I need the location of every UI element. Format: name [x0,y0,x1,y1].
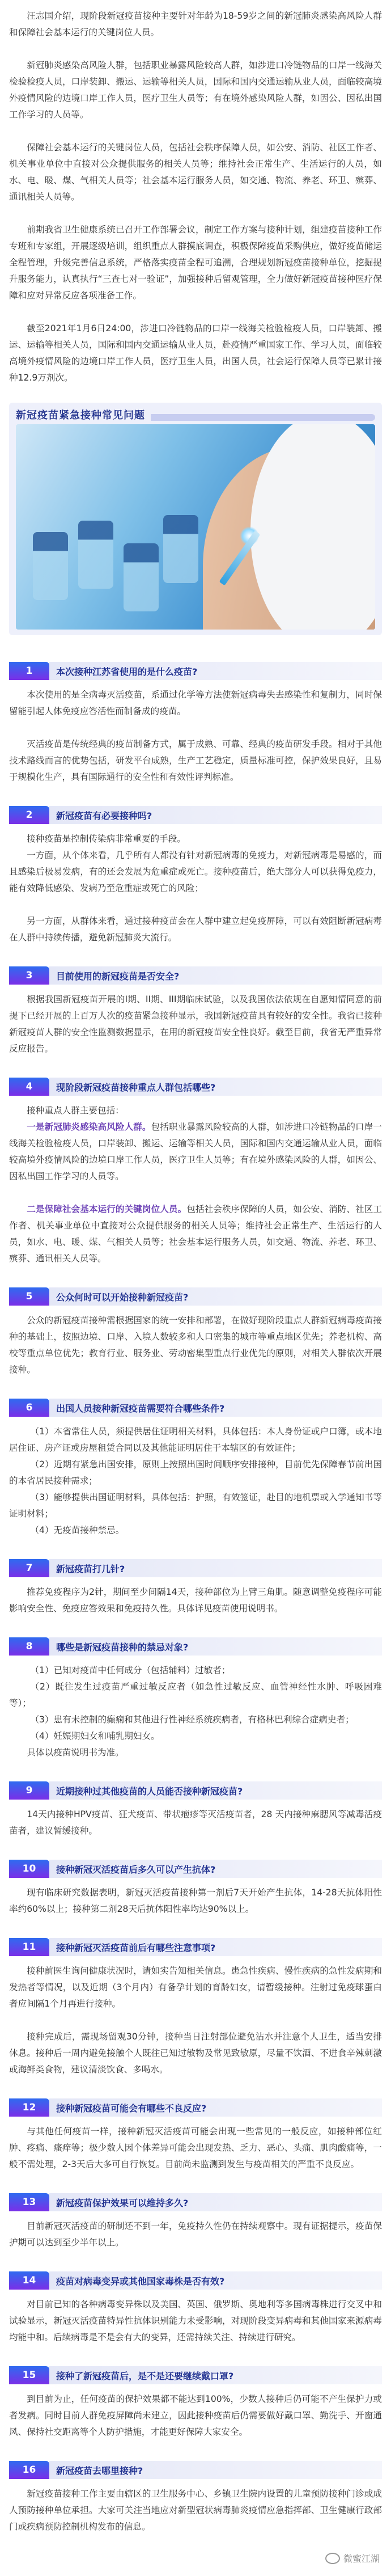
paragraph: 现有临床研究数据表明，新冠灭活疫苗接种第一剂后7天开始产生抗体，14-28天抗体阳性率约60%以上；接种第二剂28天后抗体阳性率均达90%以上。 [9,1887,382,1914]
faq-section [9,966,382,1057]
faq-section [9,1559,382,1617]
paragraph: 对目前已知的各种病毒变异株以及美国、英国、俄罗斯、奥地利等多国病毒株进行交叉中和试验显示，新冠灭活疫苗特异性抗体识别能力未受影响，对现阶段变异病毒和其他国家来源病毒均能中和。后续病毒是不是会有大的变异，还需持续关注、持续进行研究。 [9,2299,382,2342]
paragraph-block [9,1424,382,1539]
paragraph: 一方面，从个体来看，几乎所有人都没有针对新冠病毒的免疫力，对新冠病毒是易感的，而且感染后极易发病，有的还会发展为危重症或死亡。接种疫苗后，绝大部分人可以获得免疫力，能有效降低感染、发病乃至危重症或死亡的风险； [9,850,382,893]
section-header [9,1938,382,1956]
section-number-badge: 12 [9,2098,49,2117]
vial-image [33,532,68,600]
faq-section [9,662,382,786]
paragraph [9,1119,382,1185]
section-header [9,1637,382,1656]
section-header [9,2461,382,2479]
section-header [9,2366,382,2384]
list-item: （2）近期有紧急出国安排，原则上按照出国时间顺序安排接种，目前优先保障春节前出国的本省居民接种需求； [9,1459,382,1486]
section-number-badge: 4 [9,1078,49,1096]
paragraph: 接种前医生询问健康状况时，请如实告知相关信息。患急性疾病、慢性疾病的急性发病期和发热者等情况，以及近期（3个月内）有备孕计划的育龄妇女，请暂缓接种。注射过免疫球蛋白者应间隔1个月再进行接种。 [9,1966,382,2009]
wechat-logo-icon [325,2553,340,2564]
intro-paragraph: 前期我省卫生健康系统已召开工作部署会议，制定工作方案与接种计划，组建疫苗接种工作专班和专家组，开展逐级培训，组织重点人群摸底调查，积极保障疫苗采购供应，做好疫苗储运全程管理，升级完善信息系统，严格落实疫苗全程可追溯，合理规划新冠疫苗接种单位，挖掘提升服务能力，认真执行“三查七对一验证”，加强接种后留观管理，全力做好新冠疫苗接种医疗保障和应对异常反应各项准备工作。 [9,225,382,301]
section-title: 接种了新冠疫苗后，是不是还要继续戴口罩? [49,2366,382,2384]
banner-decoration-bar [151,414,375,421]
vial-image [124,543,159,611]
paragraph-block [9,736,382,786]
faq-section [9,2461,382,2535]
paragraph-block [9,831,382,897]
section-number-badge: 5 [9,1287,49,1306]
section-title: 新冠疫苗保护效果可以维持多久? [49,2193,382,2211]
section-header [9,1078,382,1096]
paragraph-block [9,1584,382,1617]
paragraph: 14天内接种HPV疫苗、狂犬疫苗、带状疱疹等灭活疫苗者，28 天内接种麻腮风等减毒活疫苗者，建议暂缓接种。 [9,1809,382,1836]
intro-paragraph-block [9,57,382,123]
paragraph: 另一方面，从群体来看，通过接种疫苗会在人群中建立起免疫屏障，可以有效阻断新冠病毒在人群中持续传播，避免新冠肺炎大流行。 [9,916,382,943]
paragraph-block [9,1662,382,1761]
list-item: （4）无疫苗接种禁忌。 [30,1525,125,1535]
paragraph: 接种完成后，需现场留观30分钟，接种当日注射部位避免沾水并注意个人卫生，适当安排休息。接种后一周内避免接触个人既往已知过敏物及常见致敏原，尽量不饮酒、不进食辛辣刺激或海鲜类食物，建议清淡饮食、多喝水。 [9,2032,382,2075]
section-title: 公众何时可以开始接种新冠疫苗? [49,1287,382,1306]
section-number-badge: 6 [9,1399,49,1417]
paragraph-block [9,1312,382,1378]
faq-section [9,1938,382,2078]
paragraph: 具体以疫苗说明书为准。 [27,1747,124,1758]
paragraph: 目前新冠灭活疫苗的研制还不到一年，免疫持久性仍在持续观察中。现有证据提示，疫苗保护期可以达到至少半年以上。 [9,2221,382,2248]
section-title: 新冠疫苗打几针? [49,1559,382,1577]
paragraph-block [9,1806,382,1839]
section-header [9,1781,382,1800]
watermark [9,2552,382,2565]
section-title: 接种新冠疫苗可能会有哪些不良反应? [49,2098,382,2117]
highlight-lead: 二是保障社会基本运行的关键岗位人员。 [27,1204,187,1214]
section-number-badge: 2 [9,806,49,824]
faq-section [9,1860,382,1918]
section-number-badge: 8 [9,1637,49,1656]
section-header [9,806,382,824]
list-item: （2）既往发生过疫苗严重过敏反应者（如急性过敏反应、血管神经性水肿、呼吸困难等）； [9,1682,382,1708]
section-header [9,1860,382,1878]
section-title: 现阶段新冠疫苗接种重点人群包括哪些? [49,1078,382,1096]
paragraph: 本次使用的是全病毒灭活疫苗，系通过化学等方法使新冠病毒失去感染性和复制力，同时保留能引起人体免疫应答活性而制备成的疫苗。 [9,690,382,716]
section-title: 哪些是新冠疫苗接种的禁忌对象? [49,1637,382,1656]
highlight-lead: 一是新冠肺炎感染高风险人群。 [27,1122,151,1132]
section-number-badge: 3 [9,966,49,985]
paragraph: 灭活疫苗是传统经典的疫苗制备方式，属于成熟、可靠、经典的疫苗研发手段。相对于其他技术路线而言的优势包括，研发平台成熟，生产工艺稳定，质量标准可控，保护效果良好，且易于规模化生产，具有国际通行的安全性和有效性评判标准。 [9,739,382,782]
section-number-badge: 1 [9,662,49,680]
paragraph-block [9,2029,382,2078]
list-item: （3）患有未控制的癫痫和其他进行性神经系统疾病者，有格林巴利综合症病史者； [30,1714,354,1725]
section-title: 接种新冠灭活疫苗后多久可以产生抗体? [49,1860,382,1878]
paragraph: 接种重点人群主要包括： [27,1105,124,1116]
paragraph-block [9,2486,382,2535]
banner-title: 新冠疫苗紧急接种常见问题 [16,409,145,421]
section-title: 接种新冠灭活疫苗前后有哪些注意事项? [49,1938,382,1956]
intro-paragraph-block [9,140,382,205]
section-header [9,1287,382,1306]
section-header [9,2193,382,2211]
section-title: 新冠疫苗去哪里接种? [49,2461,382,2479]
watermark-text: 微蜜江湖 [343,2553,380,2564]
paragraph-block [9,2218,382,2251]
faq-section [9,2098,382,2173]
faq-sections [9,662,382,2535]
section-header [9,1559,382,1577]
section-number-badge: 11 [9,1938,49,1956]
section-title: 新冠疫苗有必要接种吗? [49,806,382,824]
faq-section [9,2193,382,2251]
list-item: （1）已知对疫苗中任何成分（包括辅料）过敏者； [30,1665,231,1675]
section-number-badge: 15 [9,2366,49,2384]
faq-section [9,2366,382,2440]
faq-section [9,2271,382,2346]
section-header [9,2271,382,2290]
paragraph-block [9,2391,382,2440]
faq-section [9,1637,382,1761]
section-number-badge: 7 [9,1559,49,1577]
paragraph: 新冠疫苗接种工作主要由辖区的卫生服务中心、乡镇卫生院内设置的儿童预防接种门诊或成人预防接种单位承担。大家可关注当地应对新型冠状病毒肺炎疫情应急指挥部、卫生健康行政部门或疾病预防控制机构发布的信息。 [9,2489,382,2532]
paragraph-block [9,1103,382,1185]
paragraph-block [9,1963,382,2012]
vial-image [78,521,113,589]
section-title: 目前使用的新冠疫苗是否安全? [49,966,382,985]
paragraph: 公众的新冠疫苗接种需根据国家的统一安排和部署，在做好现阶段重点人群新冠病毒疫苗接种的基础上，按照边境、口岸、入境人数较多和人口密集的城市等重点地区优先；养老机构、高校等重点单位优先；教育行业、服务业、劳动密集型重点行业优先的原则，对相关人群依次开展接种。 [9,1315,382,1375]
paragraph-block [9,913,382,946]
faq-section [9,1781,382,1839]
section-number-badge: 9 [9,1781,49,1800]
section-title: 出国人员接种新冠疫苗需要符合哪些条件? [49,1399,382,1417]
faq-section [9,806,382,946]
paragraph: 与其他任何疫苗一样，接种新冠灭活疫苗可能会出现一些常见的一般反应，如接种部位红肿、疼痛、瘙痒等；极少数人因个体差异可能会出现发热、乏力、恶心、头痛、肌肉酸痛等，一般不需处理，2-3天后大多可自行恢复。目前尚未监测到发生与疫苗相关的严重不良反应。 [9,2126,382,2169]
paragraph-block [9,1201,382,1267]
paragraph-block [9,1885,382,1918]
paragraph: 到目前为止，任何疫苗的保护效果都不能达到100%，少数人接种后仍可能不产生保护力或者发病。同时目前人群免疫屏障尚未建立，因此接种疫苗后仍需要做好戴口罩、勤洗手、开窗通风、保持社交距离等个人防护措施，才能更好保障大家安全。 [9,2394,382,2437]
paragraph-block [9,2296,382,2346]
paragraph: 根据我国新冠疫苗开展的I期、II期、III期临床试验，以及我国依法依规在自愿知情同意的前提下已经开展的上百万人次的疫苗紧急接种显示，我国新冠疫苗具有较好的安全性。我省已接种新冠疫苗人群的安全性监测数据显示，在用的新冠疫苗安全性良好。截至目前，我省无严重异常反应报告。 [9,994,382,1054]
intro-paragraph: 保障社会基本运行的关键岗位人员，包括社会秩序保障人员，如公安、消防、社区工作者、机关事业单位中直接对公众提供服务的相关人员等；维持社会正常生产、生活运行的人员，如水、电、暖、煤、气相关人员等；社会基本运行服务人员，如交通、物流、养老、环卫、殡葬、通讯相关人员等。 [9,142,382,202]
intro-paragraph-block [9,8,382,41]
paragraph: 推荐免疫程序为2针，期间至少间隔14天，接种部位为上臂三角肌。随意调整免疫程序可能影响安全性、免疫应答效果和免疫持久性。具体详见疫苗使用说明书。 [9,1587,382,1614]
vial-image [163,515,198,583]
section-header [9,966,382,985]
section-header [9,1399,382,1417]
paragraph-text: 包括社会秩序保障的人员，如公安、消防、社区工作者、机关事业单位中直接对公众提供服务的相关人员等；维持社会正常生产、生活运行的人员，如水、电、暖、煤、气相关人员等；社会基本运行服务人员，如交通、物流、养老、环卫、殡葬、通讯相关人员等。 [9,1204,382,1264]
list-item: （4）妊娠期妇女和哺乳期妇女。 [30,1731,160,1741]
intro-paragraph: 汪志国介绍，现阶段新冠疫苗接种主要针对年龄为18-59岁之间的新冠肺炎感染高风险人群和保障社会基本运行的关键岗位人员。 [9,11,382,37]
faq-banner [9,403,382,635]
paragraph-text: 包括职业暴露风险较高的人群，如涉进口冷链物品的口岸一线海关检验检疫人员，口岸装卸、搬运、运输等相关人员，国际和国内交通运输从业人员，面临较高境外疫情风险的边境口岸工作人员，医疗卫生人员等；有在境外感染风险的人群，如因公、因私出国工作学习的人员等。 [9,1122,382,1181]
intro-paragraph-block [9,222,382,304]
vaccination-photo [16,424,375,630]
intro-paragraph: 截至2021年1月6日24:00，涉进口冷链物品的口岸一线海关检验检疫人员，口岸装卸、搬运、运输等相关人员，国际和国内交通运输从业人员，赴疫情严重国家工作、学习人员，面临较高境外疫情风险的边境口岸工作人员，医疗卫生人员，出国人员，社会运行保障人员等已累计接种12.9万剂次。 [9,323,382,383]
section-number-badge: 16 [9,2461,49,2479]
paragraph-block [9,2123,382,2173]
paragraph-block [9,687,382,720]
banner-header [16,403,375,424]
paragraph-block [9,991,382,1057]
intro-paragraph-block [9,320,382,386]
list-item: （3）能够提供出国证明材料，具体包括：护照，有效签证，赴目的地机票或入学通知书等证明材料； [9,1492,382,1519]
paragraph: 接种疫苗是控制传染病非常重要的手段。 [27,834,186,844]
faq-section [9,1399,382,1539]
section-number-badge: 14 [9,2271,49,2290]
section-header [9,662,382,680]
section-title: 疫苗对病毒变异或其他国家毒株是否有效? [49,2271,382,2290]
section-title: 近期接种过其他疫苗的人员能否接种新冠疫苗? [49,1781,382,1800]
faq-section [9,1078,382,1267]
section-number-badge: 10 [9,1860,49,1878]
list-item: （1）本省常住人员，须提供居住证明相关材料，具体包括：本人身份证或户口簿，或本地居住证、房产证或房屋租赁合同以及其他能证明居住于本辖区的有效证件； [9,1426,382,1453]
intro [9,8,382,386]
section-number-badge: 13 [9,2193,49,2211]
paragraph [9,1201,382,1267]
faq-section [9,1287,382,1378]
sleeve-image [250,424,375,630]
section-title: 本次接种江苏省使用的是什么疫苗? [49,662,382,680]
intro-paragraph: 新冠肺炎感染高风险人群，包括职业暴露风险较高人群，如涉进口冷链物品的口岸一线海关检验检疫人员，口岸装卸、搬运、运输等相关人员，国际和国内交通运输从业人员，面临较高境外疫情风险的边境口岸工作人员，医疗卫生人员等；有在境外感染风险人群，如因公、因私出国工作学习的人员等。 [9,60,382,120]
section-header [9,2098,382,2117]
